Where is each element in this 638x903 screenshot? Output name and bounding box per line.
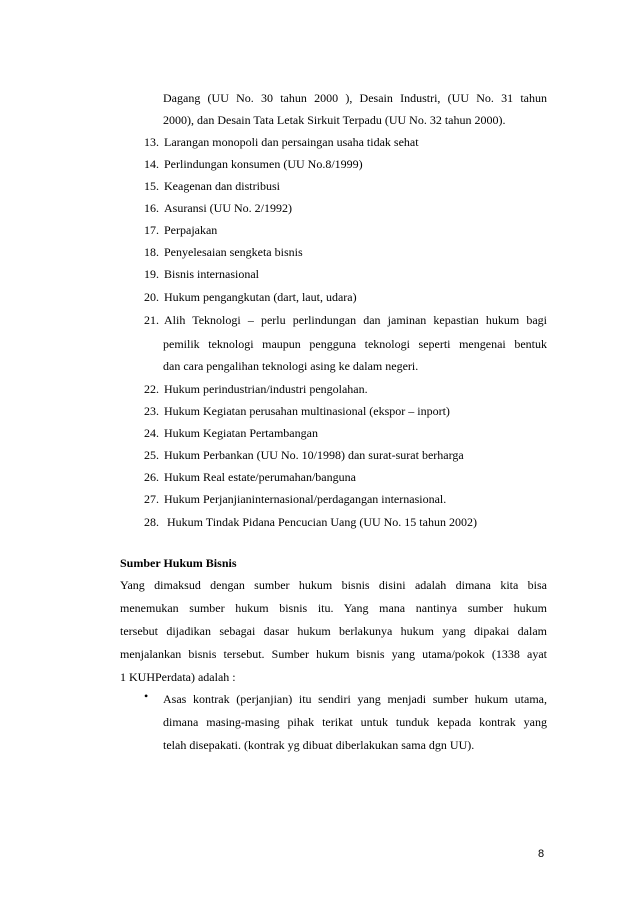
list-text: Hukum Perbankan (UU No. 10/1998) dan surat-surat berharga: [164, 448, 464, 462]
bullet-text-line: dimana masing-masing pihak terikat untuk tunduk kepada kontrak yang: [163, 715, 547, 729]
list-item: [144, 157, 363, 172]
list-item: [144, 470, 356, 485]
list-item: [144, 179, 280, 194]
list-item: [144, 201, 292, 216]
bullet-text-line: telah disepakati. (kontrak yg dibuat diberlakukan sama dgn UU).: [163, 738, 475, 752]
list-item: [144, 135, 419, 150]
list-item-continuation: pemilik teknologi maupun pengguna teknologi seperti mengenai bentuk: [163, 337, 547, 351]
continued-text-line-1: Dagang (UU No. 30 tahun 2000 ), Desain Industri, (UU No. 31 tahun: [163, 91, 547, 105]
paragraph-line: tersebut dijadikan sebagai dasar hukum berlakunya hukum yang dipakai dalam: [120, 624, 547, 638]
list-text: Hukum Perjanjianinternasional/perdagangan internasional.: [164, 492, 447, 506]
paragraph-line: Yang dimaksud dengan sumber hukum bisnis disini adalah dimana kita bisa: [120, 578, 547, 592]
list-text: Alih Teknologi – perlu perlindungan dan jaminan kepastian hukum bagi: [164, 313, 547, 327]
list-number: 26.: [144, 470, 159, 484]
list-text: Perpajakan: [164, 223, 218, 237]
bullet-icon: •: [144, 689, 149, 703]
continued-text-line-2: 2000), dan Desain Tata Letak Sirkuit Terpadu (UU No. 32 tahun 2000).: [163, 113, 506, 127]
paragraph-line: menemukan sumber hukum bisnis itu. Yang mana nantinya sumber hukum: [120, 601, 547, 615]
list-number: 17.: [144, 223, 159, 237]
list-number: 27.: [144, 492, 159, 506]
page-number: 8: [538, 848, 545, 860]
list-item: [144, 404, 450, 419]
list-number: 23.: [144, 404, 159, 418]
list-number: 22.: [144, 382, 159, 396]
list-text: Bisnis internasional: [164, 267, 259, 281]
list-number: 18.: [144, 245, 159, 259]
list-text: Perlindungan konsumen (UU No.8/1999): [164, 157, 363, 171]
list-text: Hukum perindustrian/industri pengolahan.: [164, 382, 368, 396]
list-text: Keagenan dan distribusi: [164, 179, 280, 193]
list-text: Larangan monopoli dan persaingan usaha tidak sehat: [164, 135, 419, 149]
list-number: 13.: [144, 135, 159, 149]
list-item: [144, 290, 357, 305]
bullet-text-line: Asas kontrak (perjanjian) itu sendiri yang menjadi sumber hukum utama,: [163, 692, 547, 706]
list-text: Hukum pengangkutan (dart, laut, udara): [164, 290, 357, 304]
list-item: [144, 492, 446, 507]
list-text: Penyelesaian sengketa bisnis: [164, 245, 303, 259]
paragraph-line: menjalankan bisnis tersebut. Sumber hukum bisnis yang utama/pokok (1338 ayat: [120, 647, 547, 661]
paragraph-line: 1 KUHPerdata) adalah :: [120, 670, 236, 684]
list-item: [144, 313, 547, 328]
list-item: [144, 245, 303, 260]
list-number: 25.: [144, 448, 159, 462]
list-item: [144, 223, 217, 238]
list-item-continuation: dan cara pengalihan teknologi asing ke dalam negeri.: [163, 359, 419, 373]
list-text: Asuransi (UU No. 2/1992): [164, 201, 292, 215]
list-number: 14.: [144, 157, 159, 171]
list-number: 15.: [144, 179, 159, 193]
list-number: 16.: [144, 201, 159, 215]
list-item: [144, 515, 477, 530]
list-number: 24.: [144, 426, 159, 440]
list-text: Hukum Kegiatan perusahan multinasional (ekspor – inport): [164, 404, 450, 418]
list-item: [144, 448, 464, 463]
list-item: [144, 382, 368, 397]
section-heading: Sumber Hukum Bisnis: [120, 556, 237, 570]
list-number: 28.: [144, 515, 159, 529]
list-text: Hukum Kegiatan Pertambangan: [164, 426, 318, 440]
list-number: 20.: [144, 290, 159, 304]
list-number: 19.: [144, 267, 159, 281]
list-text: Hukum Real estate/perumahan/banguna: [164, 470, 356, 484]
list-item: [144, 426, 318, 441]
list-text: Hukum Tindak Pidana Pencucian Uang (UU No. 15 tahun 2002): [164, 515, 477, 529]
list-item: [144, 267, 259, 282]
list-number: 21.: [144, 313, 159, 327]
